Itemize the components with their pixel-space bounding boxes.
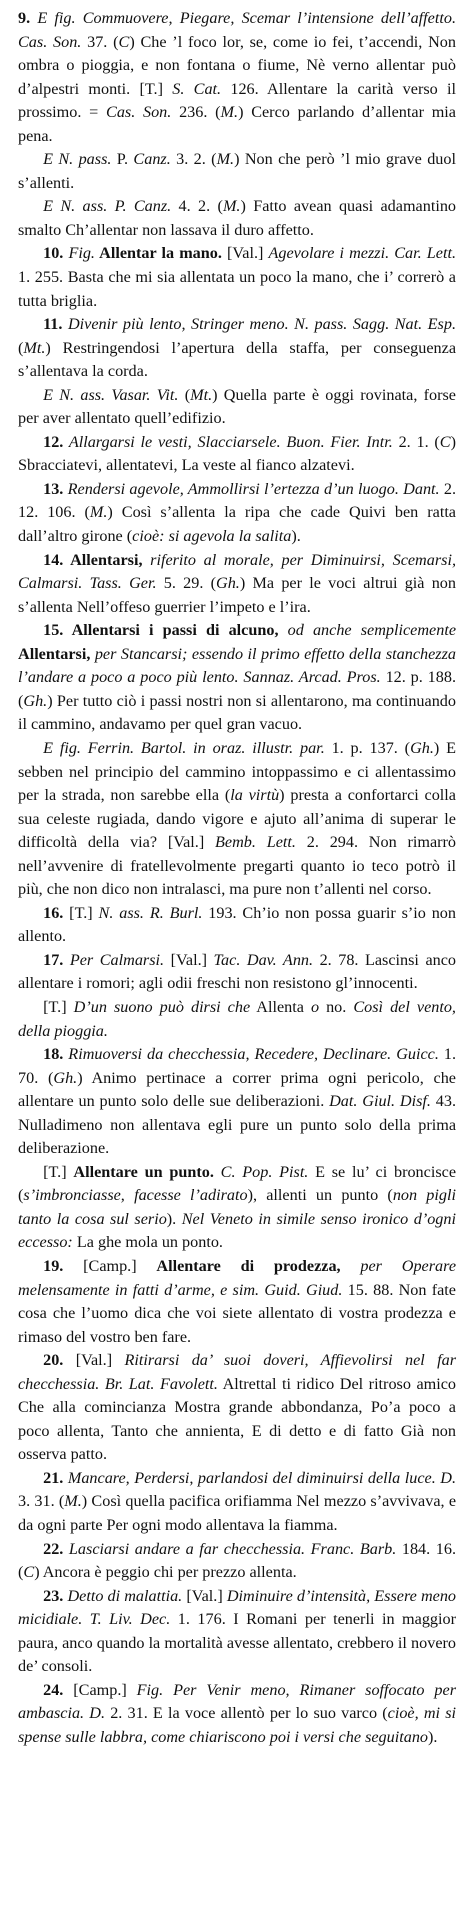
roman-text: [Val.] (63, 1351, 125, 1370)
entry-sense-12 (18, 431, 456, 478)
roman-text: ), allenti un punto ( (247, 1186, 393, 1205)
italic-text: Bemb. Lett. (215, 833, 296, 852)
italic-text: Tac. Dav. Ann. (213, 950, 314, 969)
roman-text: 2. 78. Lascinsi anco allentare i romori; agli odii freschi non resistono gl’innocenti. (18, 950, 457, 993)
roman-text: [Camp.] (63, 1256, 157, 1275)
roman-text: ). (291, 527, 301, 546)
italic-text: Allargarsi le vesti, Slacciarsele. Buon. Fier. Intr. (63, 432, 393, 451)
roman-text: ) Sbracciatevi, allentatevi, La veste al fianco alzatevi. (18, 432, 456, 475)
bold-text: 15. Allentarsi i passi di alcuno, (43, 621, 279, 640)
italic-text: cioè, mi si spense sulle labbra, come chiariscono poi i versi che seguitano (18, 1704, 456, 1746)
entry-sense-11 (18, 313, 456, 384)
italic-text: riferito al morale, per Diminuirsi, Scemarsi, Calmarsi. Tass. Ger. (18, 550, 456, 593)
roman-text: ). (428, 1727, 438, 1746)
roman-text: [T.] (63, 903, 99, 922)
italic-text: Divenir più lento, Stringer meno. N. pass. Sagg. Nat. Esp. (62, 315, 456, 334)
entry-sense-9-npass (18, 148, 456, 195)
roman-text: [T.] (43, 1162, 74, 1181)
roman-text: 43. Nulladimeno non allentava egli pure un punto solo della prima deliberazione. (18, 1092, 457, 1158)
bold-text: 18. (43, 1045, 64, 1064)
italic-text: Mt. (23, 338, 46, 357)
bold-text: 19. (43, 1256, 64, 1275)
roman-text: Altrettal ti ridico Del ritroso amico Che alla comincianza Mostra grande abbondanza, Po’a poco a poco allenta, Tanto che annienta, E di detto e di fatto Già non osserva patto. (18, 1374, 456, 1464)
roman-text: ) Fatto avean quasi adamantino smalto Ch’allentar non lassava il duro affetto. (18, 197, 457, 239)
roman-text: ) Così quella pacifica orifiamma Nel mezzo s’avvivava, e da ogni parte Per ogni modo allentava la fiamma. (18, 1492, 457, 1534)
italic-text: Rimuoversi da checchessia, Recedere, Declinare. Guicc. (63, 1045, 439, 1064)
roman-text: [Val.] (164, 950, 214, 969)
italic-text: E N. ass. Vasar. Vit. (43, 385, 179, 404)
bold-text: 14. Allentarsi, (43, 550, 143, 569)
roman-text: 2. 12. 106. ( (18, 479, 457, 522)
roman-text: [Val.] (182, 1586, 227, 1605)
italic-text: E N. pass. (43, 150, 112, 169)
bold-text: 9. (18, 9, 31, 27)
italic-text: N. ass. R. Burl. (98, 903, 203, 922)
italic-text: Gh. (23, 691, 48, 710)
roman-text: no. (319, 997, 354, 1016)
roman-text: ) Ma per le voci altrui già non s’allenta Nell’offeso guerrier l’impeto e l’ira. (18, 574, 456, 616)
entry-sense-17 (18, 949, 456, 996)
italic-text: per Operare melensamente in fatti d’arme, e sim. Guid. Giud. (18, 1256, 457, 1299)
italic-text: M. (222, 197, 241, 216)
bold-text: 23. (43, 1586, 64, 1605)
italic-text: Così del vento, della pioggia. (18, 997, 456, 1040)
roman-text: Allenta (250, 997, 311, 1016)
roman-text: E se lu’ ci broncisce ( (18, 1162, 457, 1205)
italic-text: Agevolare i mezzi. Car. Lett. (268, 244, 456, 263)
bold-text: 12. (43, 432, 64, 451)
roman-text: ) Animo pertinace a correr prima ogni pericolo, che allentare un punto solo delle sue deliberazioni. (18, 1068, 456, 1111)
entry-sense-23 (18, 1585, 456, 1679)
italic-text: Mt. (190, 385, 213, 404)
roman-text: 37. ( (81, 32, 119, 51)
italic-text: Ritirarsi da’ suoi doveri, Affievolirsi nel far checchessia. Br. Lat. Favolett. (18, 1351, 456, 1393)
roman-text: 2. 294. Non rimarrò nell’avvenire di fratellevolmente pregarti quanto io teco potrò il più, che non dico non intralasci, ma pure non t’allenti nel corso. (18, 833, 457, 899)
italic-text: C (23, 1563, 35, 1582)
entry-sense-10 (18, 242, 456, 313)
italic-text: Nel Veneto in simile senso ironico d’ogni eccesso: (18, 1209, 456, 1252)
entry-sense-15-fig (18, 737, 456, 902)
italic-text: E fig. Commuovere, Piegare, Scemar l’intensione dell’affetto. Cas. Son. (18, 9, 456, 51)
italic-text: Canz. (133, 150, 171, 169)
entry-sense-21 (18, 1467, 456, 1538)
italic-text: D’un suono può dirsi che (73, 997, 251, 1016)
italic-text: E N. ass. P. Canz. (43, 197, 172, 216)
roman-text: 15. 88. Non fate cosa che l’uomo dica che voi siete allentato di vostra prodezza e rimaso del vostro ben fare. (18, 1280, 456, 1346)
italic-text: Dat. Giul. Disf. (329, 1092, 431, 1111)
italic-text: S. Cat. (172, 79, 222, 98)
entry-sense-19 (18, 1255, 456, 1349)
roman-text: ) Restringendosi l’apertura della staffa, per conseguenza s’allentava la corda. (18, 338, 456, 381)
bold-text: 16. (43, 903, 64, 922)
roman-text: ) Ancora è peggio chi per prezzo allenta. (34, 1563, 297, 1582)
roman-text: 1. 70. ( (18, 1045, 456, 1087)
italic-text: Fig. (63, 244, 95, 263)
entry-sense-18-t (18, 1161, 456, 1255)
italic-text: Detto di malattia. (63, 1586, 183, 1605)
bold-text: Allentar la mano. (94, 244, 222, 263)
italic-text: Fig. Per Venir meno, Rimaner soffocato per ambascia. D. (18, 1680, 456, 1723)
entry-sense-20 (18, 1349, 456, 1467)
roman-text: ) Che ’l foco lor, se, come io fei, t’accendi, Non ombra o pioggia, e non fontana o fiume, Nè verno allentar può d’alpestri monti. [T.] (18, 32, 456, 98)
entry-sense-22 (18, 1538, 456, 1585)
roman-text: 1. 176. I Romani per tenerli in maggior paura, anco quando la mortalità avesse allentato, crebbero il novero de’ consoli. (18, 1610, 456, 1676)
italic-text: o (310, 997, 320, 1016)
roman-text: ) Cerco parlando d’allentar mia pena. (18, 103, 456, 145)
italic-text: la virtù (230, 786, 280, 805)
entry-sense-18 (18, 1043, 456, 1161)
roman-text: [Camp.] (63, 1680, 137, 1699)
bold-text: 13. (43, 479, 64, 498)
roman-text: 2. 1. ( (392, 432, 440, 451)
italic-text: Cas. Son. (106, 103, 172, 122)
italic-text: C (439, 432, 451, 451)
bold-text: 24. (43, 1680, 64, 1699)
roman-text: 4. 2. ( (171, 197, 223, 216)
bold-text: 20. (43, 1351, 64, 1370)
italic-text: Gh. (53, 1068, 78, 1087)
italic-text: od anche semplicemente (278, 621, 457, 640)
roman-text: 3. 2. ( (170, 150, 217, 169)
roman-text: 1. 255. Basta che mi sia allentata un poco la mano, che i’ correrò a tutta briglia. (18, 268, 456, 310)
bold-text: Allentarsi, (18, 644, 91, 663)
roman-text: 236. ( (171, 103, 221, 122)
bold-text: Allentare un punto. (73, 1162, 214, 1181)
roman-text: ) Non che però ’l mio grave duol s’allenti. (18, 150, 456, 192)
italic-text: E fig. Ferrin. Bartol. in oraz. illustr. par. (43, 738, 325, 757)
entry-sense-9 (18, 7, 456, 148)
roman-text: 126. Allentare la carità verso il prossimo. = (18, 79, 456, 122)
bold-text: Allentare di prodezza, (156, 1256, 341, 1275)
entry-sense-11-nass (18, 384, 456, 431)
italic-text: cioè: si agevola la salita (132, 527, 292, 546)
bold-text: 21. (43, 1468, 64, 1487)
italic-text: Rendersi agevole, Ammollirsi l’ertezza d’un luogo. Dant. (63, 479, 440, 498)
italic-text: Gh. (216, 574, 240, 593)
roman-text: 12. p. 188. ( (18, 668, 457, 710)
roman-text: ) Così s’allenta la ripa che cade Quivi ben ratta dall’altro girone ( (18, 503, 456, 546)
italic-text: s’imbronciasse, facesse l’adirato (23, 1186, 248, 1205)
italic-text: M. (220, 103, 239, 122)
roman-text: 1. p. 137. ( (324, 738, 411, 757)
roman-text: 2. 31. E la voce allentò per lo suo varco ( (105, 1704, 388, 1723)
entry-sense-15 (18, 619, 456, 737)
roman-text: 184. 16. ( (18, 1539, 456, 1582)
roman-text: [T.] (43, 997, 74, 1016)
entry-sense-14 (18, 549, 456, 620)
roman-text: ) Per tutto ciò i passi nostri non si allentarono, ma continuando il cammino, andavamo per quel gran vacuo. (18, 691, 456, 734)
roman-text: ). (166, 1209, 182, 1228)
italic-text: Mancare, Perdersi, parlandosi del diminuirsi della luce. D. (63, 1468, 456, 1487)
italic-text: M. (64, 1492, 82, 1511)
italic-text: C (118, 32, 130, 51)
bold-text: 10. (43, 244, 64, 263)
roman-text: La ghe mola un ponto. (72, 1233, 223, 1252)
italic-text: M. (216, 150, 235, 169)
italic-text: C. Pop. Pist. (213, 1162, 309, 1181)
entry-sense-16 (18, 902, 456, 949)
bold-text: 17. (43, 950, 64, 969)
italic-text: Diminuire d’intensità, Essere meno micidiale. T. Liv. Dec. (18, 1586, 457, 1629)
bold-text: 11. (43, 315, 63, 334)
roman-text: ( (18, 338, 24, 357)
roman-text: 5. 29. ( (156, 574, 217, 593)
roman-text: ) E sebben nel principio del cammino intoppassimo e ci allentassimo per la strada, non sarebbe ella ( (18, 738, 457, 805)
roman-text: 3. 31. ( (18, 1492, 65, 1511)
roman-text: ( (178, 385, 191, 404)
italic-text: Gh. (410, 738, 434, 757)
italic-text: Lasciarsi andare a far checchessia. Franc. Barb. (63, 1539, 397, 1558)
entry-sense-13 (18, 478, 456, 549)
roman-text: ) presta a confortarci colla sua celeste rugiada, dando vigore e ajuto all’anima di superar le difficoltà della via? [Val.] (18, 786, 456, 852)
bold-text: 22. (43, 1539, 64, 1558)
entry-sense-24 (18, 1679, 456, 1750)
entry-sense-17-t (18, 996, 456, 1043)
italic-text: M. (89, 503, 108, 522)
entry-sense-9-nass (18, 195, 456, 242)
roman-text: ) Quella parte è oggi rovinata, forse per aver allentato quell’edifizio. (18, 385, 456, 428)
roman-text: [Val.] (221, 244, 269, 263)
italic-text: non pigli tanto la cosa sul serio (18, 1186, 456, 1228)
italic-text: Per Calmarsi. (63, 950, 165, 969)
roman-text: P. (111, 150, 134, 169)
roman-text: 193. Ch’io non possa guarir s’io non allento. (18, 903, 456, 946)
italic-text: per Stancarsi; essendo il primo effetto della stanchezza l’andare a poco a poco più lento. Sannaz. Arcad. Pros. (18, 644, 456, 687)
